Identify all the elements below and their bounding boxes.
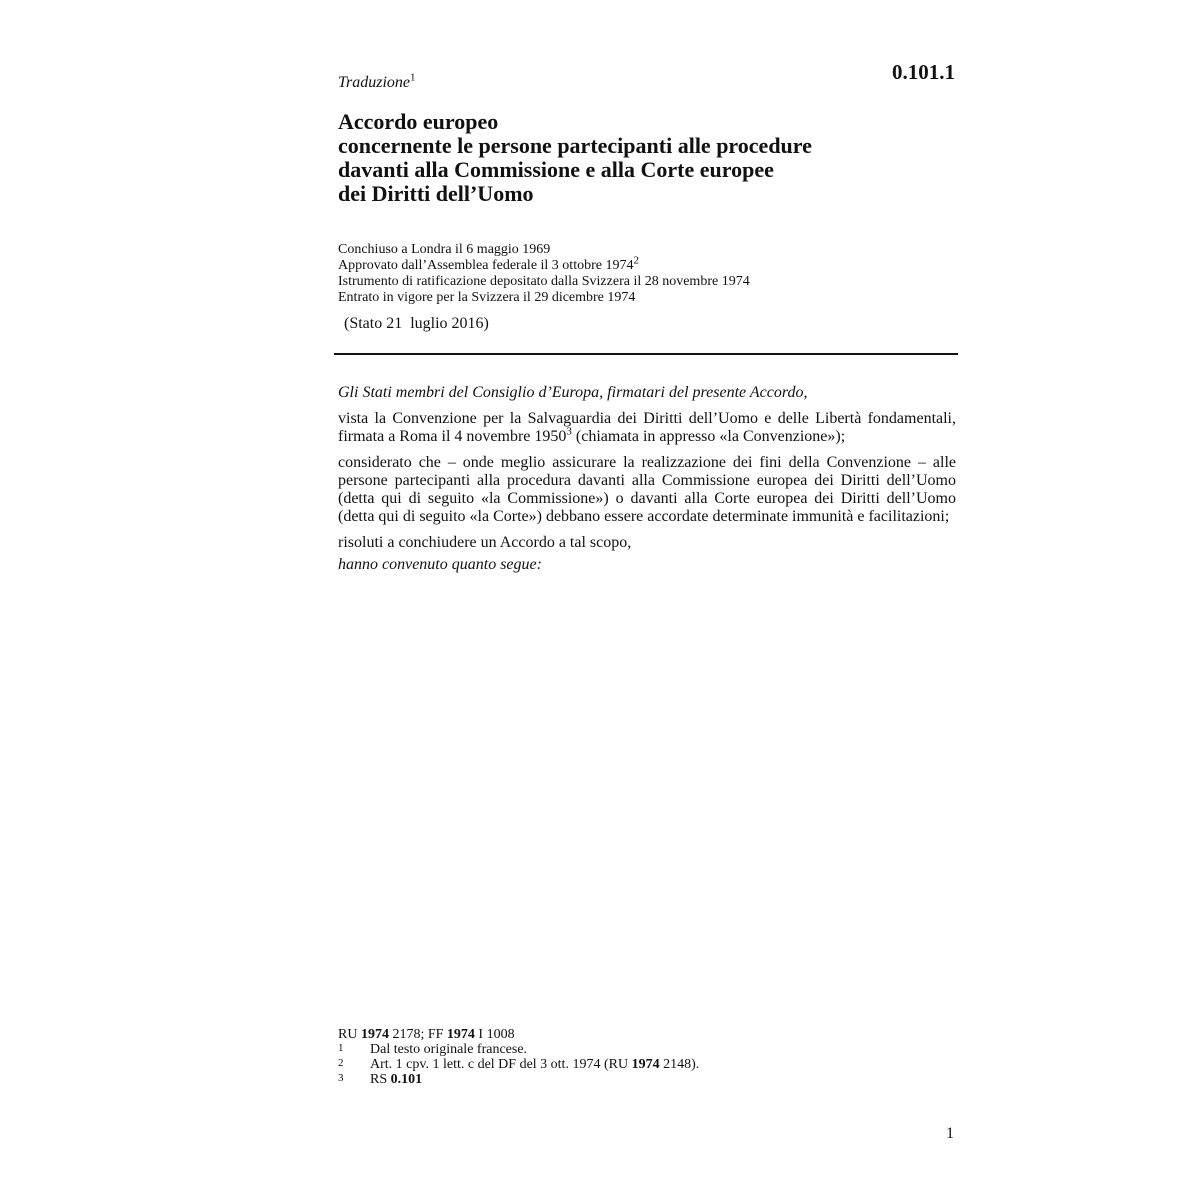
footnote-ref-number[interactable]: 0.101 [390,1072,423,1087]
approved-line [338,254,750,274]
translation-label-text: Traduzione [338,74,411,91]
treaty-metadata [338,242,750,306]
footnote-text-part: Art. 1 cpv. 1 lett. c del DF del 3 ott. 1974 (RU [370,1057,632,1072]
ratification-line: Istrumento di ratificazione depositato dalla Svizzera il 28 novembre 1974 [338,274,750,289]
status-date: (Stato 21 luglio 2016) [344,315,489,332]
footnote-1 [338,1042,699,1057]
footnote-ref-3[interactable]: 3 [566,425,572,438]
in-force-line: Entrato in vigore per la Svizzera il 29 dicembre 1974 [338,290,636,305]
approved-text: Approvato dall’Assemblea federale il 3 ottobre 1974 [338,258,634,273]
document-number: 0.101.1 [892,60,955,84]
preamble-paragraph-2: considerato che – onde meglio assicurare la realizzazione dei fini della Convenzione – alle persone partecipanti alla procedura davanti alla Commissione europea dei Diritti dell’Uomo (detta qui di seguito «la Commissione») o davanti alla Corte europea dei Diritti dell’Uomo (detta qui di seguito «la Corte») debbano essere accordate determinate immunità e facilitazioni; [338,454,956,525]
preamble-closing: hanno convenuto quanto segue: [338,556,542,573]
source-year: 1974 [360,1027,389,1042]
title-line: concernente le persone partecipanti alle procedure [338,133,812,158]
paragraph-text: vista la Convenzione per la Salvaguardia dei Diritti dell’Uomo e delle Libertà fondamentali, firmata a Roma il 4 novembre 1950 [338,410,956,445]
footnotes [338,1027,699,1087]
footnote-text-part: RS [370,1072,391,1087]
source-text: 2178; FF [388,1027,447,1042]
document-title [338,110,812,206]
footnote-number: 2 [338,1057,344,1069]
preamble-intro: Gli Stati membri del Consiglio d’Europa, firmatari del presente Accordo, [338,384,808,401]
page-number: 1 [946,1125,954,1142]
source-text: I 1008 [474,1027,515,1042]
title-line: dei Diritti dell’Uomo [338,181,534,206]
paragraph-text: (chiamata in appresso «la Convenzione»); [571,428,846,445]
footnote-year: 1974 [631,1057,660,1072]
title-line: davanti alla Commissione e alla Corte europee [338,157,774,182]
preamble [338,384,956,582]
translation-label [338,71,416,92]
footnote-ref-1[interactable]: 1 [410,71,416,84]
footnote-text [370,1057,699,1072]
preamble-paragraph-1 [338,410,956,446]
footnote-3 [338,1072,699,1087]
source-text: RU [338,1027,361,1042]
footnote-text-part: 2148). [659,1057,700,1072]
footnote-text: Dal testo originale francese. [370,1042,528,1057]
preamble-paragraph-3: risoluti a conchiudere un Accordo a tal scopo, [338,534,632,551]
title-line: Accordo europeo [338,109,499,134]
footnote-ref-2[interactable]: 2 [633,254,639,267]
source-year: 1974 [446,1027,475,1042]
footnote-2 [338,1057,699,1072]
header-divider [334,353,958,355]
footnote-number: 1 [338,1042,344,1054]
footnote-text [370,1072,422,1087]
footnote-number: 3 [338,1072,344,1084]
source-reference [338,1027,699,1042]
concluded-line: Conchiuso a Londra il 6 maggio 1969 [338,242,551,257]
